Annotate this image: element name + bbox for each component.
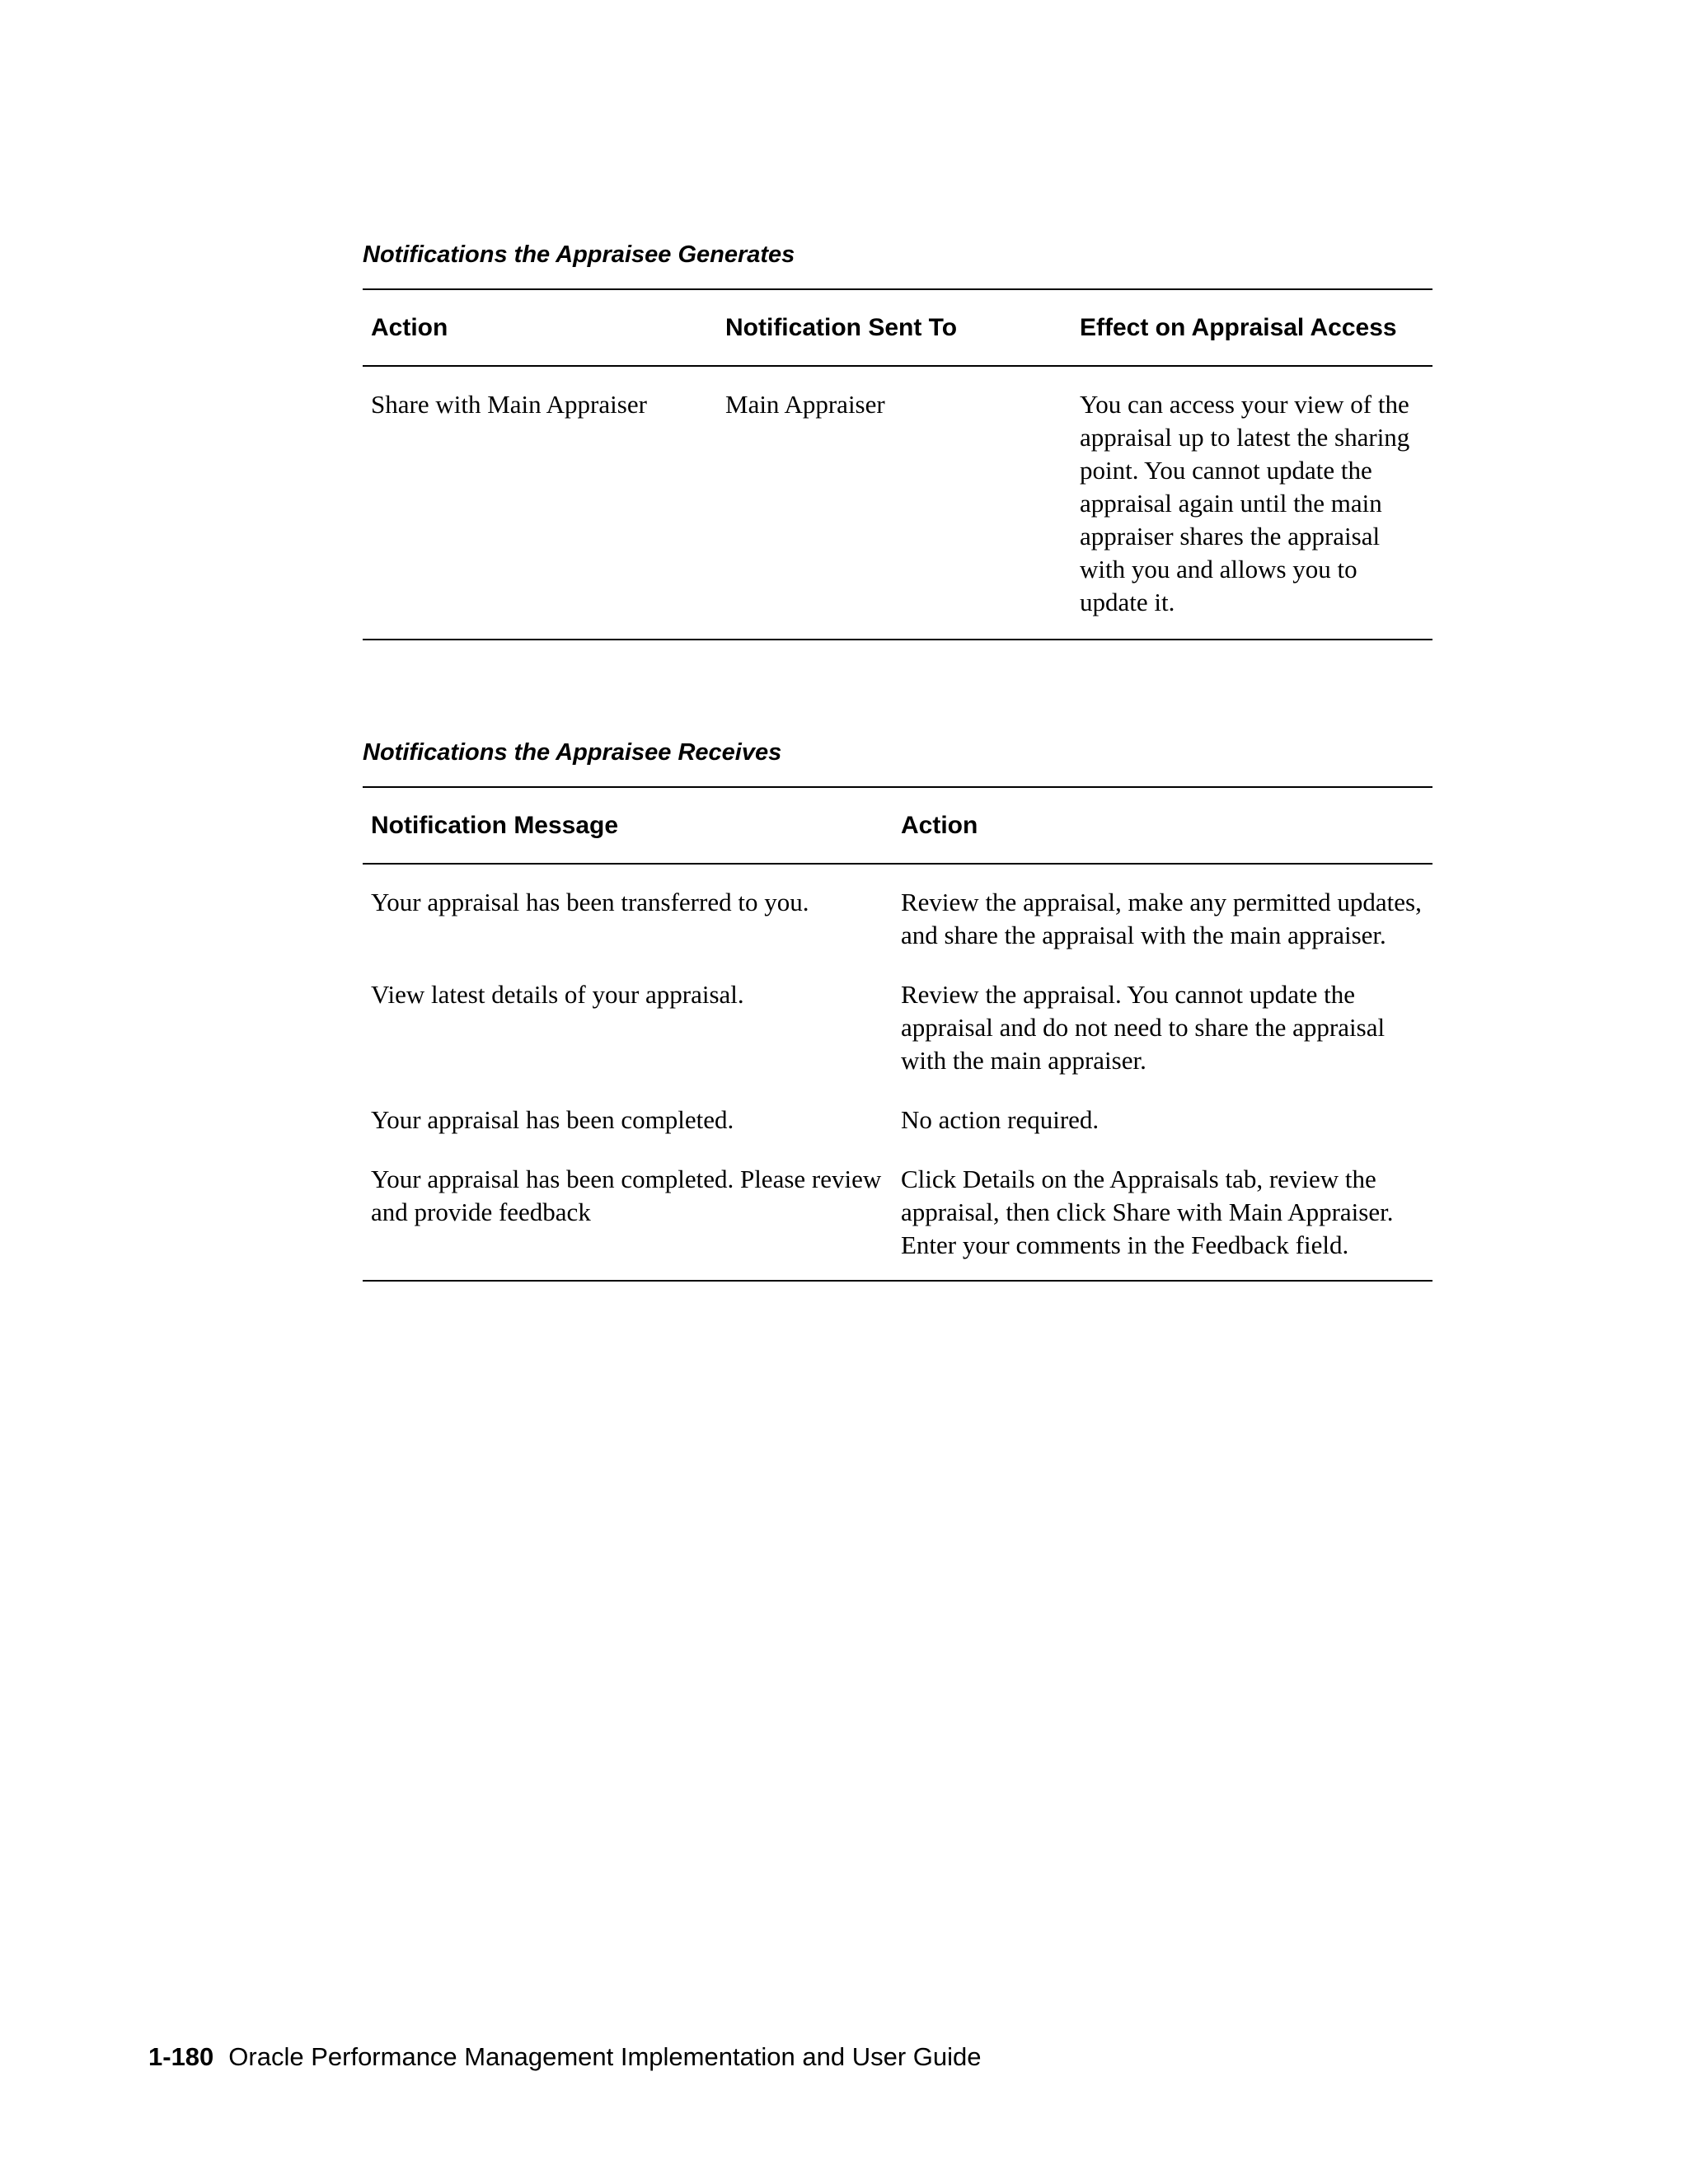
table-cell: Review the appraisal. You cannot update the appraisal and do not need to share the appraisal with the main appraiser. xyxy=(901,980,1386,1075)
table-cell: Your appraisal has been completed. Please review and provide feedback xyxy=(371,1165,882,1226)
table-header-row xyxy=(363,289,1432,366)
table-row xyxy=(363,366,1432,640)
page-footer xyxy=(148,2041,982,2074)
table-cell: Click Details on the Appraisals tab, review the appraisal, then click Share with Main Appraiser. Enter your comments in the Feedback field. xyxy=(901,1165,1394,1259)
notifications-generated-table xyxy=(363,288,1432,640)
book-title: Oracle Performance Management Implementation and User Guide xyxy=(228,2042,982,2071)
table-caption: Notifications the Appraisee Generates xyxy=(363,241,795,268)
table-cell: You can access your view of the appraisal up to latest the sharing point. You cannot update the appraisal again until the main appraiser shares the appraisal with you and allows you to update it. xyxy=(1080,390,1410,616)
column-header-action: Action xyxy=(893,787,1432,864)
notifications-generated-section xyxy=(363,240,1432,640)
table-cell: Share with Main Appraiser xyxy=(371,390,647,419)
column-header-notification-sent-to: Notification Sent To xyxy=(717,289,1071,366)
table-row xyxy=(363,1150,1432,1281)
table-header-row xyxy=(363,787,1432,864)
table-cell: Main Appraiser xyxy=(725,390,885,419)
column-header-action: Action xyxy=(363,289,717,366)
notifications-received-table xyxy=(363,786,1432,1282)
table-cell: Review the appraisal, make any permitted updates, and share the appraisal with the main appraiser. xyxy=(901,888,1422,949)
table-row xyxy=(363,1090,1432,1150)
table-row xyxy=(363,864,1432,965)
column-header-effect-on-access: Effect on Appraisal Access xyxy=(1071,289,1432,366)
table-cell: View latest details of your appraisal. xyxy=(371,980,744,1009)
table-cell: Your appraisal has been transferred to you. xyxy=(371,888,809,916)
page-number: 1-180 xyxy=(148,2042,214,2071)
notifications-received-section xyxy=(363,738,1432,1282)
table-row xyxy=(363,965,1432,1090)
column-header-notification-message: Notification Message xyxy=(363,787,893,864)
table-cell: Your appraisal has been completed. xyxy=(371,1105,734,1134)
table-cell: No action required. xyxy=(901,1105,1100,1134)
table-caption: Notifications the Appraisee Receives xyxy=(363,739,782,766)
